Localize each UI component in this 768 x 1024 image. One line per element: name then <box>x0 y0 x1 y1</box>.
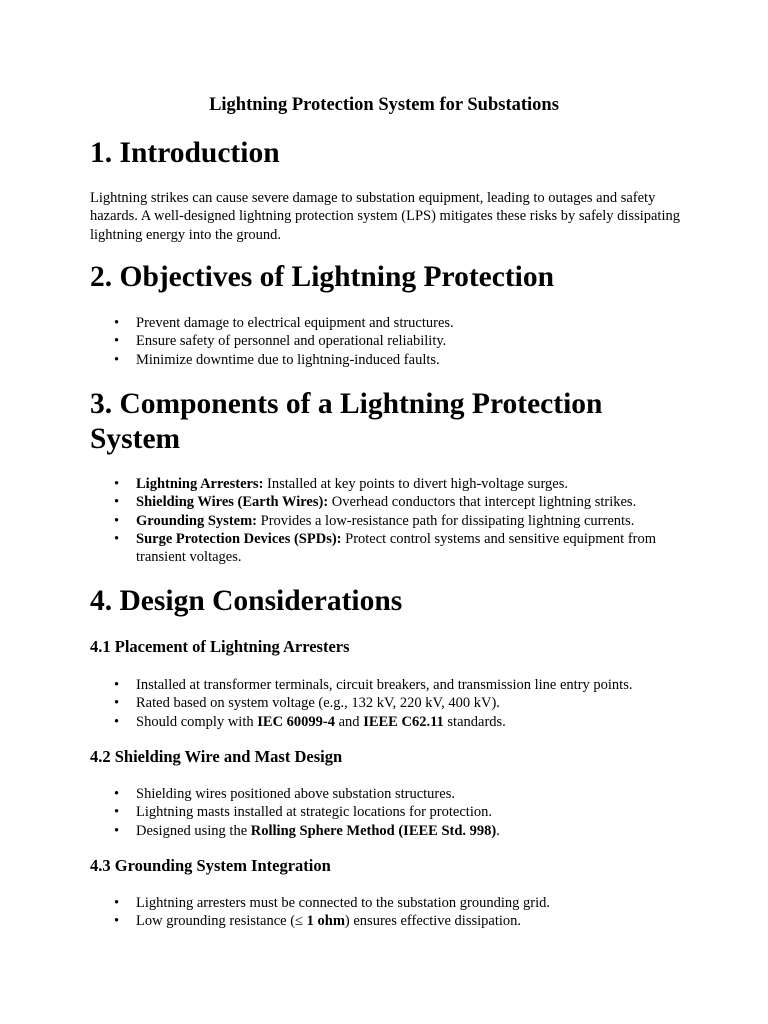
list-item-text: Designed using the <box>136 822 251 839</box>
heading-objectives: 2. Objectives of Lightning Protection <box>90 261 555 293</box>
list-item <box>90 676 690 694</box>
list-item-term: Surge Protection Devices (SPDs): <box>136 530 342 547</box>
bullet-glyph: • <box>114 530 120 547</box>
bullet-glyph: • <box>114 913 120 930</box>
bullet-glyph: • <box>114 315 120 331</box>
list-item <box>90 314 690 332</box>
standard-ieee: IEEE C62.11 <box>363 713 444 730</box>
bullet-glyph: • <box>114 494 120 511</box>
list-item-text: . <box>496 822 500 839</box>
subheading-grounding: 4.3 Grounding System Integration <box>90 856 331 875</box>
bullet-glyph: • <box>114 822 120 839</box>
bullet-glyph: • <box>114 351 120 368</box>
bullet-glyph: • <box>114 512 120 529</box>
list-item-text: Lightning arresters must be connected to the substation grounding grid. <box>136 895 550 911</box>
standard-iec: IEC 60099-4 <box>257 713 335 730</box>
bullet-glyph: • <box>114 713 120 730</box>
list-item <box>90 512 690 530</box>
list-item-text: Overhead conductors that intercept lightning strikes. <box>328 494 637 511</box>
list-item-term: Grounding System: <box>136 512 257 529</box>
list-item <box>90 822 690 840</box>
list-item-text: Installed at transformer terminals, circuit breakers, and transmission line entry points. <box>136 677 633 693</box>
list-item-text: Minimize downtime due to lightning-induced faults. <box>136 351 440 368</box>
list-item-text: Prevent damage to electrical equipment and structures. <box>136 315 454 331</box>
intro-paragraph: Lightning strikes can cause severe damage to substation equipment, leading to outages and safety hazards. A well-designed lightning protection system (LPS) mitigates these risks by safely dissipating lightning energy into the ground. <box>90 190 680 243</box>
list-item-text: Rated based on system voltage (e.g., 132 kV, 220 kV, 400 kV). <box>136 695 500 712</box>
list-item <box>90 894 690 912</box>
list-item-term: Shielding Wires (Earth Wires): <box>136 494 329 511</box>
document-title: Lightning Protection System for Substations <box>209 95 559 115</box>
objectives-list <box>90 314 690 369</box>
heading-components: 3. Components of a Lightning Protection System <box>90 388 603 455</box>
list-item-text: Ensure safety of personnel and operational reliability. <box>136 333 447 350</box>
list-item <box>90 694 690 712</box>
arresters-list <box>90 676 690 731</box>
resistance-value: 1 ohm <box>306 913 345 930</box>
list-item <box>90 351 690 369</box>
list-item-text: Lightning masts installed at strategic locations for protection. <box>136 804 492 821</box>
components-list <box>90 475 690 566</box>
bullet-glyph: • <box>114 895 120 911</box>
list-item <box>90 713 690 731</box>
bullet-glyph: • <box>114 476 120 492</box>
list-item-text: and <box>335 713 364 730</box>
list-item <box>90 803 690 821</box>
bullet-glyph: • <box>114 677 120 693</box>
subheading-shielding: 4.2 Shielding Wire and Mast Design <box>90 747 343 766</box>
list-item <box>90 475 690 493</box>
list-item-text: Should comply with <box>136 713 258 730</box>
heading-introduction: 1. Introduction <box>90 137 280 169</box>
list-item-text: ) ensures effective dissipation. <box>344 913 522 930</box>
list-item <box>90 493 690 511</box>
bullet-glyph: • <box>114 333 120 350</box>
subheading-arresters: 4.1 Placement of Lightning Arresters <box>90 637 350 656</box>
list-item-text: Shielding wires positioned above substation structures. <box>136 786 455 802</box>
list-item <box>90 785 690 803</box>
heading-design-considerations: 4. Design Considerations <box>90 585 403 617</box>
list-item <box>90 912 690 930</box>
list-item <box>90 332 690 350</box>
rolling-sphere-method: Rolling Sphere Method (IEEE Std. 998) <box>250 822 497 839</box>
list-item-text: standards. <box>443 713 506 730</box>
list-item-text: Protect control systems and sensitive equipment from transient voltages. <box>136 530 657 566</box>
grounding-list <box>90 894 690 931</box>
list-item-term: Lightning Arresters: <box>136 476 264 492</box>
bullet-glyph: • <box>114 786 120 802</box>
list-item-text: Provides a low-resistance path for dissipating lightning currents. <box>257 512 635 529</box>
list-item-text: Installed at key points to divert high-voltage surges. <box>263 476 568 492</box>
shielding-list <box>90 785 690 840</box>
list-item <box>90 530 690 567</box>
bullet-glyph: • <box>114 804 120 821</box>
bullet-glyph: • <box>114 695 120 712</box>
list-item-text: Low grounding resistance (≤ <box>136 913 307 930</box>
